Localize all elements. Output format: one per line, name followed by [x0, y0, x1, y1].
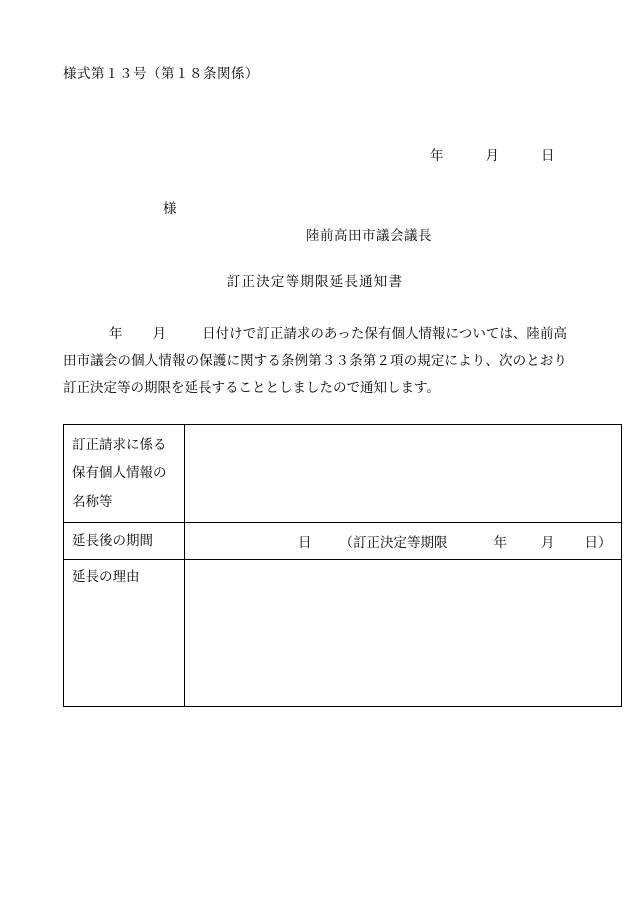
row-value-reason[interactable] [185, 560, 622, 707]
period-value-line [193, 531, 613, 551]
row-value-extended-period[interactable] [185, 523, 622, 560]
addressee-honorific: 様 [163, 201, 177, 216]
body-month: 月 [152, 326, 167, 341]
row-label-record-name: 訂正請求に係る保有個人情報の名称等 [64, 425, 185, 523]
form-number: 様式第１３号（第１８条関係） [63, 66, 259, 81]
body-text-part3: 定等の期限を延長することとしましたので通知します。 [103, 380, 440, 395]
date-month: 月 [485, 148, 499, 163]
date-year: 年 [430, 148, 444, 163]
table-row [64, 523, 622, 560]
issuer-name: 陸前高田市議会議長 [306, 228, 432, 243]
body-paragraph [63, 320, 567, 401]
document-title: 訂正決定等期限延長通知書 [226, 274, 404, 289]
notification-table [63, 424, 622, 707]
date-day: 日 [541, 148, 555, 163]
period-day: 日） [584, 535, 612, 551]
period-days: 日 [298, 535, 312, 551]
body-year: 年 [109, 326, 123, 341]
table-row [64, 560, 622, 707]
row-label-reason: 延長の理由 [64, 560, 185, 707]
table-row [64, 425, 622, 523]
body-text-part2: 議会の個人情報の保護に関する条例第３３条第２項の規定により、次のとおり訂正決 [63, 353, 567, 395]
period-month: 月 [541, 535, 555, 551]
date-line [430, 144, 555, 164]
period-note-open: （訂正決定等期限 [339, 535, 448, 551]
body-text-part1: 日付けで訂正請求のあった保有個人情報については、陸前高田市 [63, 326, 567, 368]
period-year: 年 [493, 535, 507, 551]
row-value-record-name[interactable] [185, 425, 622, 523]
row-label-extended-period: 延長後の期間 [64, 523, 185, 560]
